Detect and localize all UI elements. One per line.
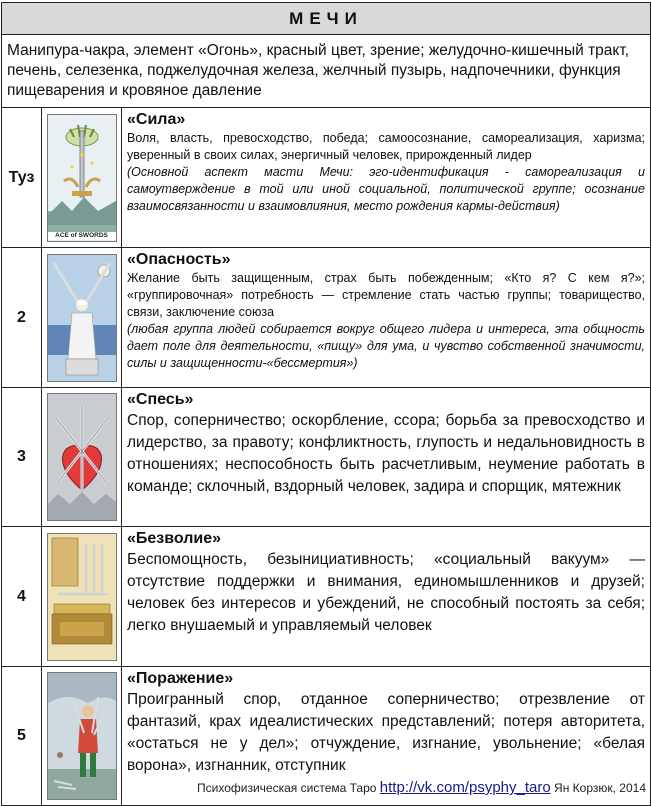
row-heading: «Безволие» — [127, 530, 222, 547]
row-text: Проигранный спор, отданное соперничество; отрезвление от фантазий, крах идеалистических представлений; потеря авторитета, «остаться не у дел»; отчуждение, изгнание, увольнение; «белая ворона», изгнанник, отступник — [127, 691, 645, 774]
swords-table — [1, 2, 651, 806]
row-note: (любая группа людей собирается вокруг общего лидера и интереса, эта общность дает поле для деятельности, «пищу» для ума, и чувство собственной значимости, силы и защищенности-«бессмертия») — [127, 322, 645, 370]
row-heading: «Опасность» — [127, 251, 231, 268]
footer-prefix: Психофизическая система Таро — [197, 781, 377, 795]
page-title: МЕЧИ — [2, 3, 651, 35]
row-number: 5 — [2, 667, 42, 806]
four-of-swords-card — [47, 533, 117, 661]
card-caption: ACE of SWORDS — [48, 232, 116, 240]
three-of-swords-card — [47, 393, 117, 521]
row-number: 2 — [2, 248, 42, 388]
footer-author: Ян Корзюк, 2014 — [554, 781, 646, 795]
row-heading: «Поражение» — [127, 670, 234, 687]
ace-of-swords-card — [47, 114, 117, 242]
table-row — [2, 108, 651, 248]
table-row — [2, 388, 651, 527]
row-heading: «Сила» — [127, 111, 186, 128]
row-number: Туз — [2, 108, 42, 248]
footer-link[interactable]: http://vk.com/psyphy_taro — [379, 779, 551, 796]
table-row — [2, 527, 651, 667]
row-heading: «Спесь» — [127, 391, 194, 408]
row-note: (Основной аспект масти Мечи: эго-идентификация - самореализация и самоутверждение в той или иной социальной, политической группе; осознание взаимосвязанности и взаимовлияния, место рождения кармы-действия) — [127, 165, 645, 213]
row-number: 3 — [2, 388, 42, 527]
row-text: Беспомощность, безынициативность; «социальный вакуум» — отсутствие поддержки и внимания, единомышленников и друзей; человек без интересов и убеждений, не способный постоять за себя; легко внушаемый и управляемый человек — [127, 551, 645, 634]
two-of-swords-card — [47, 254, 117, 382]
row-text: Спор, соперничество; оскорбление, ссора; борьба за превосходство и лидерство, за правоту; конфликтность, глупость и недальновидность в отношениях; неспособность быть расчетливым, неумение работать в команде; склочный, вздорный человек, задира и спорщик, мятежник — [127, 412, 645, 495]
five-of-swords-card — [47, 672, 117, 800]
row-number: 4 — [2, 527, 42, 667]
row-text: Желание быть защищенным, страх быть побежденным; «Кто я? С кем я?»; «группировочная» потребность — стремление стать частью группы; товарищество, связи, заключение союза — [127, 271, 645, 319]
footer — [160, 779, 646, 796]
table-row — [2, 248, 651, 388]
row-text: Воля, власть, превосходство, победа; самоосознание, самореализация, харизма; уверенный в своих силах, энергичный человек, прирожденный лидер — [127, 131, 645, 162]
intro-text: Манипура-чакра, элемент «Огонь», красный цвет, зрение; желудочно-кишечный тракт, печень, селезенка, поджелудочная железа, желчный пузырь, надпочечники, функция пищеварения и кровяное давление — [2, 35, 651, 108]
